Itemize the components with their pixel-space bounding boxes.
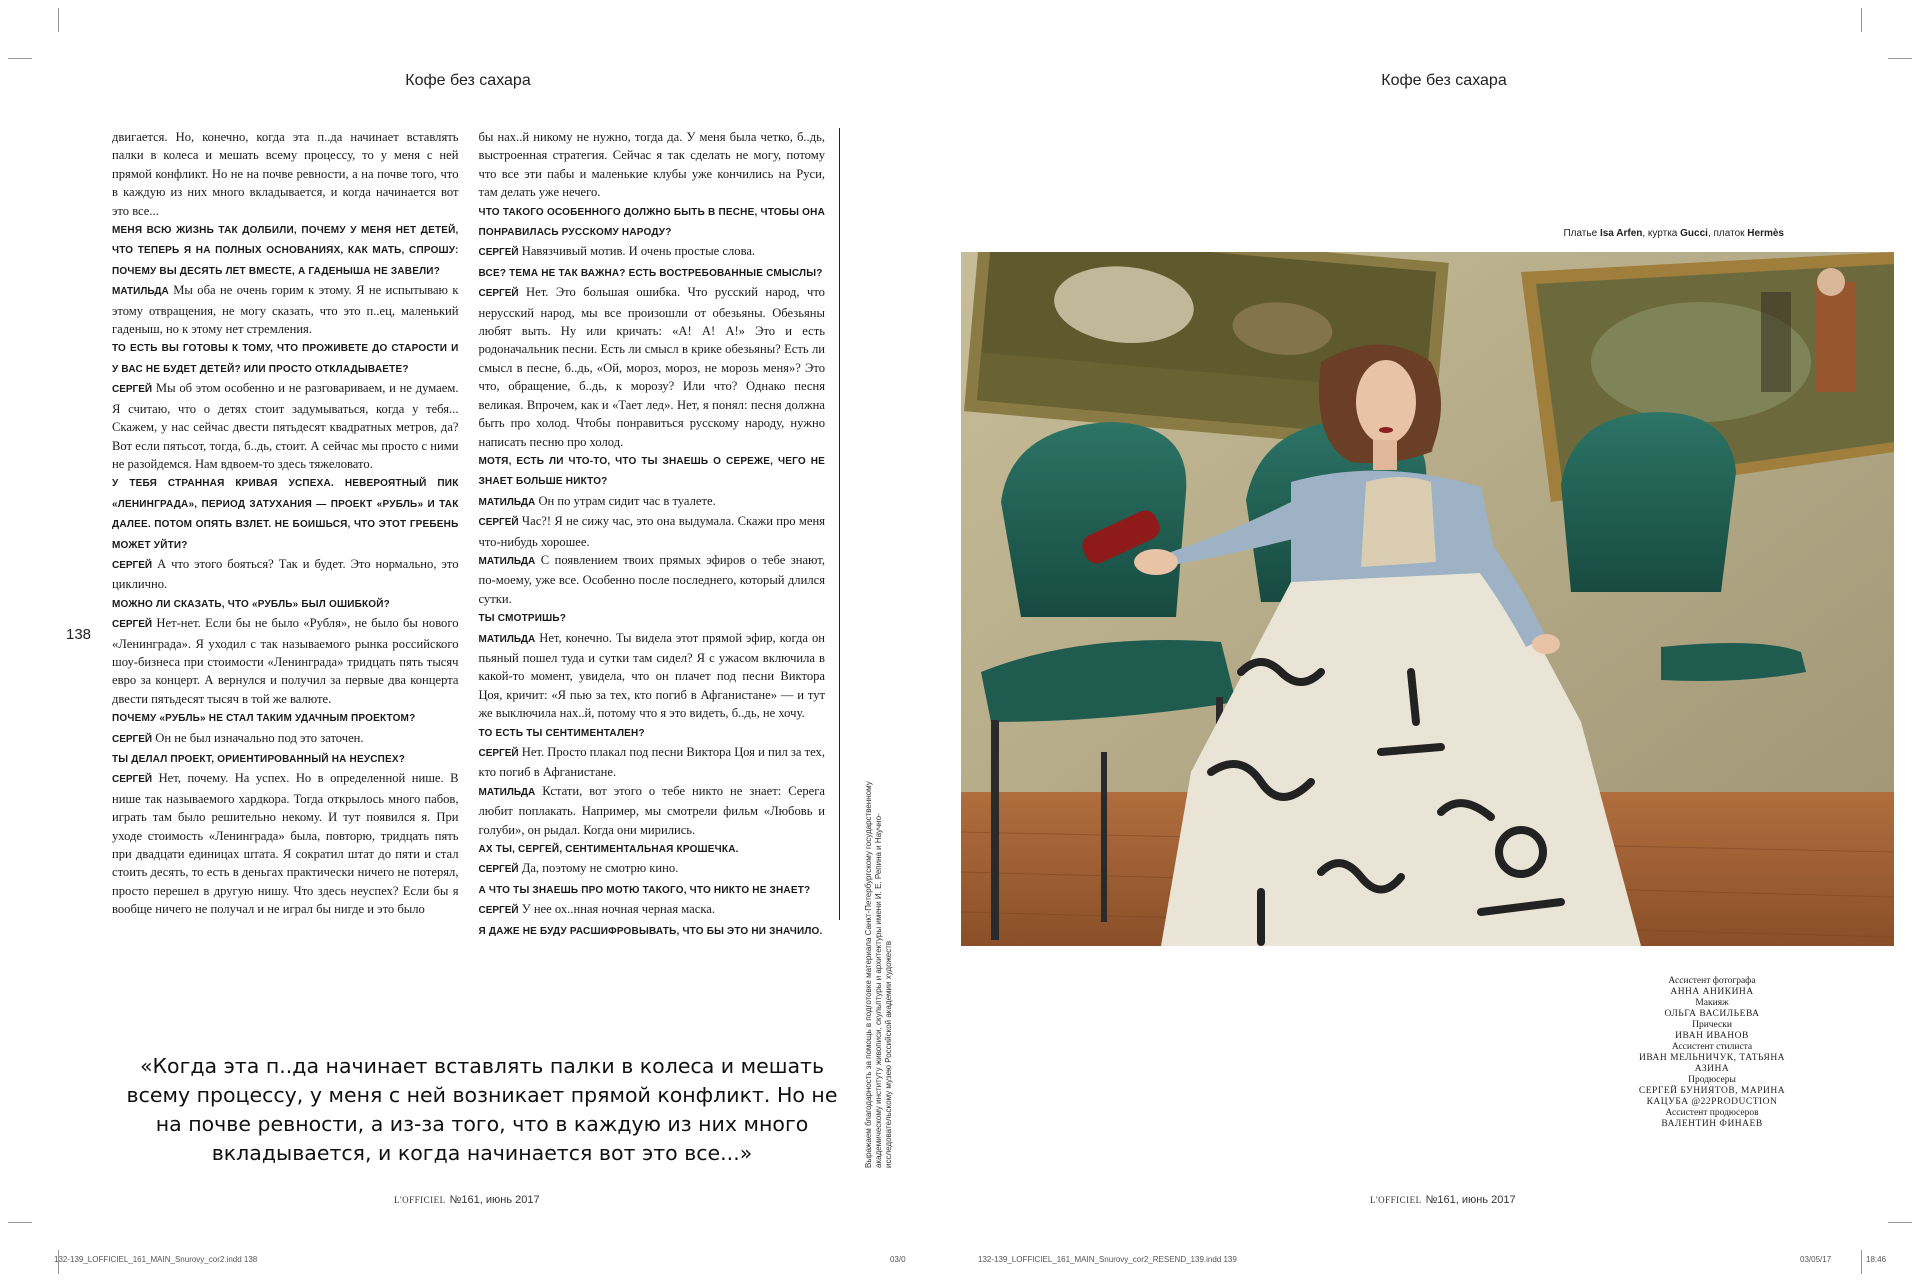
interview-answer bbox=[112, 379, 459, 473]
hand-right bbox=[1532, 634, 1560, 654]
interview-question bbox=[112, 220, 459, 281]
question-text: МЕНЯ ВСЮ ЖИЗНЬ ТАК ДОЛБИЛИ, ПОЧЕМУ У МЕНЯ НЕТ ДЕТЕЙ, ЧТО ТЕПЕРЬ Я НА ПОЛНЫХ ОСНОВАНИЯХ, КАК МАТЬ, СПРОШУ: ПОЧЕМУ ВЫ ДЕСЯТЬ ЛЕТ ВМЕСТЕ, А ГАДЕНЫША НЕ ЗАВЕЛИ? bbox=[112, 225, 459, 277]
credit-name: ИВАН МЕЛЬНИЧУК, ТАТЬЯНА АЗИНА bbox=[1638, 1053, 1786, 1074]
chair-armrest-right bbox=[1661, 643, 1806, 681]
slug-file: 132-139_LOFFICIEL_161_MAIN_Snurovy_cor2_RESEND_139.indd 139 bbox=[978, 1255, 1237, 1264]
pull-quote: «Когда эта п..да начинает вставлять палки в колеса и мешать всему процессу, у меня с ней возникает прямой конфликт. Но не на почве ревности, а из-за того, что в каждую из них много вкладывается, и когда начинается вот это все...» bbox=[126, 1054, 838, 1165]
answer-text: Мы об этом особенно и не разговариваем, и не думаем. Я считаю, что о детях стоит задумываться, когда у тебя... Скажем, у нас сейчас двести пятьдесят квадратных метров, да? Вот если пятьсот, тогда, б..дь, стоит. А сейчас мы просто с ними не разойдемся. Нам вдвоем-то здесь тяжеловато. bbox=[112, 381, 459, 471]
interview-answer bbox=[112, 729, 459, 749]
speaker-name: СЕРГЕЙ bbox=[112, 384, 153, 396]
crop-mark bbox=[8, 58, 32, 59]
interview-answer bbox=[112, 614, 459, 708]
interview-answer bbox=[479, 859, 826, 879]
answer-text: Нет. Это большая ошибка. Что русский народ, что нерусский народ, мы все произошли от обезьяны. Обезьяны любят выть. Ну или кричать: «А! А! А!» Это и есть родоначальник песни. Есть ли смысл в крике обезьяны? Есть ли смысл в песне, б..дь, «Ой, мороз, мороз, не морозь меня»? Это что, обращение, б..дь, к морозу? Или что? Однако песня великая. Впрочем, как и «Тает лед». Нет, я понял: песня должна быть про холод. Чтобы понравиться русскому народу, нужно написать песню про холод. bbox=[478, 285, 825, 449]
credit-name: ИВАН ИВАНОВ bbox=[1675, 1031, 1749, 1041]
interview-question bbox=[479, 839, 826, 859]
speaker-name: МАТИЛЬДА bbox=[478, 786, 536, 798]
speaker-name: СЕРГЕЙ bbox=[478, 864, 519, 876]
credit-role: Ассистент фотографа bbox=[1668, 976, 1756, 986]
crop-mark bbox=[1888, 58, 1912, 59]
question-text: ВСЕ? ТЕМА НЕ ТАК ВАЖНА? ЕСТЬ ВОСТРЕБОВАННЫЕ СМЫСЛЫ? bbox=[478, 267, 823, 279]
question-text: ЧТО ТАКОГО ОСОБЕННОГО ДОЛЖНО БЫТЬ В ПЕСНЕ, ЧТОБЫ ОНА ПОНРАВИЛАСЬ РУССКОМУ НАРОДУ? bbox=[478, 206, 825, 239]
bodice bbox=[1361, 477, 1436, 567]
folio-footer bbox=[394, 1194, 540, 1206]
credit-role: Макияж bbox=[1695, 998, 1729, 1008]
speaker-name: МАТИЛЬДА bbox=[112, 286, 169, 298]
page-number: 138 bbox=[66, 626, 92, 643]
chair-back-left bbox=[1001, 422, 1186, 617]
question-text: ТЫ СМОТРИШЬ? bbox=[478, 613, 567, 625]
caption-text: , платок bbox=[1707, 228, 1748, 239]
interview-answer bbox=[479, 283, 826, 451]
magazine-logo: L'OFFICIEL bbox=[394, 1195, 446, 1205]
caption-text: , куртка bbox=[1642, 228, 1681, 239]
folio-footer bbox=[1370, 1194, 1516, 1206]
speaker-name: СЕРГЕЙ bbox=[478, 288, 519, 300]
interview-question bbox=[479, 880, 826, 900]
speaker-name: СЕРГЕЙ bbox=[478, 905, 519, 917]
crop-mark bbox=[8, 1222, 32, 1223]
slug-date: 03/0 bbox=[890, 1255, 906, 1264]
answer-text: Да, поэтому не смотрю кино. bbox=[521, 861, 679, 876]
caption-brand: Gucci bbox=[1680, 228, 1708, 239]
slug-date: 03/05/17 bbox=[1800, 1255, 1832, 1264]
interview-answer bbox=[112, 281, 459, 338]
interview-answer bbox=[479, 242, 826, 262]
running-head: Кофе без сахара bbox=[405, 72, 531, 89]
interview-question bbox=[112, 594, 459, 614]
answer-text: С появлением твоих прямых эфиров о тебе знают, по-моему, уже все. Особенно после последнего, который длился сутки. bbox=[478, 552, 825, 606]
photo-credits bbox=[1628, 976, 1796, 1130]
interview-question bbox=[479, 451, 826, 492]
interview-answer bbox=[479, 782, 826, 839]
interview-question bbox=[479, 723, 826, 743]
credit-role: Продюсеры bbox=[1688, 1075, 1736, 1085]
photo-illustration bbox=[961, 252, 1894, 946]
crop-mark bbox=[1861, 8, 1862, 32]
interview-question bbox=[479, 608, 826, 628]
speaker-name: СЕРГЕЙ bbox=[478, 247, 519, 259]
interview-answer bbox=[479, 900, 826, 920]
credit-role: Ассистент стилиста bbox=[1671, 1042, 1753, 1052]
credit-name: СЕРГЕЙ БУНИЯТОВ, МАРИНА КАЦУБА @22PRODUCTION bbox=[1638, 1086, 1786, 1107]
interview-question bbox=[112, 749, 459, 769]
question-text: У ТЕБЯ СТРАННАЯ КРИВАЯ УСПЕХА. НЕВЕРОЯТНЫЙ ПИК «ЛЕНИНГРАДА», ПЕРИОД ЗАТУХАНИЯ — ПРОЕКТ «РУБЛЬ» И ТАК ДАЛЕЕ. ПОТОМ ОПЯТЬ ВЗЛЕТ. НЕ БОИШЬСЯ, ЧТО ЭТОТ ГРЕБЕНЬ МОЖЕТ УЙТИ? bbox=[112, 478, 459, 551]
answer-text: А что этого бояться? Так и будет. Это нормально, это циклично. bbox=[112, 556, 459, 592]
crop-mark bbox=[58, 8, 59, 32]
speaker-name: МАТИЛЬДА bbox=[478, 496, 536, 508]
interview-question bbox=[479, 202, 826, 243]
article-column-2 bbox=[478, 128, 826, 937]
speaker-name: СЕРГЕЙ bbox=[112, 774, 153, 786]
acknowledgement-credit: Выражаем благодарность за помощь в подготовке материала Санкт-Петербургскому государственному академическому институту живописи, скульптуры и архитектуры имени И. Е. Репина и Научно-исследовательскому музею Российской академии художеств bbox=[864, 781, 893, 1168]
slug-time: 18:46 bbox=[1866, 1255, 1887, 1264]
interview-answer bbox=[112, 769, 459, 918]
answer-text: Нет-нет. Если бы не было «Рубля», не было бы нового «Ленинграда». Я уходил с так называемого рынка российского шоу-бизнеса при стоимости «Ленинграда» тридцать пять тысяч евро за концерт. А вернулся и получил за первые два концерта двести пятьдесят тысяч в той же валюте. bbox=[112, 616, 459, 706]
credit-role: Ассистент продюсеров bbox=[1665, 1108, 1759, 1118]
answer-text: Нет, конечно. Ты видела этот прямой эфир, когда он пьяный пошел туда и сутки там сидел? Я с ужасом включила в какой-то момент, увидела, что он плачет под песни Виктора Цоя, кричит: «Я пью за тех, кто погиб в Афганистане» — и тут же выключила нах..й, потому что я это видеть, б..дь, не хочу. bbox=[478, 630, 825, 721]
answer-text: Мы оба не очень горим к этому. Я не испытываю к этому отвращения, не могу сказать, что это п..ец, маленький гаденыш, но к этому нет стремления. bbox=[112, 283, 459, 337]
running-head: Кофе без сахара bbox=[1381, 72, 1507, 89]
interview-question bbox=[112, 708, 459, 728]
hand-left bbox=[1134, 549, 1178, 575]
credit-role: Прически bbox=[1692, 1020, 1732, 1030]
answer-text: Он по утрам сидит час в туалете. bbox=[538, 493, 716, 508]
interview-question bbox=[479, 921, 826, 941]
answer-text: У нее ох..нная ночная черная маска. bbox=[521, 902, 716, 917]
interview-answer bbox=[112, 555, 459, 594]
photo-caption bbox=[1563, 228, 1784, 239]
article-column-1 bbox=[112, 128, 459, 920]
interview-question bbox=[479, 263, 826, 283]
interview-answer bbox=[479, 551, 826, 608]
caption-text: Платье bbox=[1563, 228, 1600, 239]
interview-question bbox=[112, 473, 459, 555]
speaker-name: СЕРГЕЙ bbox=[478, 517, 519, 529]
caption-brand: Isa Arfen bbox=[1599, 228, 1643, 239]
question-text: ПОЧЕМУ «РУБЛЬ» НЕ СТАЛ ТАКИМ УДАЧНЫМ ПРОЕКТОМ? bbox=[112, 713, 416, 725]
fashion-photo bbox=[961, 252, 1894, 946]
answer-text: Нет. Просто плакал под песни Виктора Цоя и пил за тех, кто погиб в Афганистане. bbox=[478, 745, 826, 780]
answer-text: Час?! Я не сижу час, это она выдумала. Скажи про меня что-нибудь хорошее. bbox=[478, 514, 825, 549]
answer-text: Он не был изначально под это заточен. bbox=[155, 730, 364, 745]
paragraph-text: бы нах..й никому не нужно, тогда да. У меня была четко, б..дь, выстроенная стратегия. Сейчас я так сделать не могу, потому что все эти пабы и маленькие клубы уже кончились на Руси, там делать уже нечего. bbox=[478, 130, 825, 200]
speaker-name: СЕРГЕЙ bbox=[112, 619, 153, 631]
interview-answer bbox=[479, 492, 826, 512]
speaker-name: МАТИЛЬДА bbox=[478, 633, 536, 645]
answer-text: Навязчивый мотив. И очень простые слова. bbox=[521, 244, 756, 259]
answer-text: Нет, почему. На успех. Но в определенной нише. В нише так называемого хардкора. Тогда открылось много пабов, играть там было решительно некому. И тут появился я. При уходе стоимость «Ленинграда» была, повторю, тридцать пять при двадцати единицах штата. Я сократил штат до пяти и стал стоить десять, то есть в деньгах практически ничего не потерял, просто перешел в другую нишу. Что здесь неуспех? Если бы я вообще ничего не получал и не играл бы нигде и это было bbox=[112, 771, 459, 917]
interview-question bbox=[112, 338, 459, 379]
question-text: А ЧТО ТЫ ЗНАЕШЬ ПРО МОТЮ ТАКОГО, ЧТО НИКТО НЕ ЗНАЕТ? bbox=[478, 884, 811, 896]
caption-brand: Hermès bbox=[1747, 228, 1784, 239]
interview-answer bbox=[479, 743, 826, 782]
question-text: АХ ТЫ, СЕРГЕЙ, СЕНТИМЕНТАЛЬНАЯ КРОШЕЧКА. bbox=[478, 844, 739, 856]
credit-name: ВАЛЕНТИН ФИНАЕВ bbox=[1661, 1119, 1763, 1129]
paragraph bbox=[112, 128, 459, 220]
answer-text: Кстати, вот этого о тебе никто не знает: Серега любит поплакать. Например, мы смотрели фильм «Любовь и голуби», он рыдал. Когда они мирились. bbox=[478, 783, 825, 837]
credit-name: ОЛЬГА ВАСИЛЬЕВА bbox=[1664, 1009, 1760, 1019]
interview-answer bbox=[479, 629, 826, 723]
question-text: МОЖНО ЛИ СКАЗАТЬ, ЧТО «РУБЛЬ» БЫЛ ОШИБКОЙ? bbox=[112, 598, 390, 610]
speaker-name: СЕРГЕЙ bbox=[478, 748, 519, 759]
question-text: ТЫ ДЕЛАЛ ПРОЕКТ, ОРИЕНТИРОВАННЫЙ НА НЕУСПЕХ? bbox=[112, 754, 406, 765]
issue-label: №161, июнь 2017 bbox=[449, 1194, 540, 1206]
question-text: Я ДАЖЕ НЕ БУДУ РАСШИФРОВЫВАТЬ, ЧТО БЫ ЭТО НИ ЗНАЧИЛО. bbox=[478, 925, 823, 937]
chair-back-right bbox=[1561, 412, 1736, 592]
speaker-name: СЕРГЕЙ bbox=[112, 559, 153, 571]
crop-mark bbox=[1861, 1250, 1862, 1274]
article-columns bbox=[112, 128, 840, 937]
slug-file: 132-139_LOFFICIEL_161_MAIN_Snurovy_cor2.indd 138 bbox=[54, 1255, 258, 1264]
speaker-name: МАТИЛЬДА bbox=[478, 555, 536, 567]
crop-mark bbox=[1888, 1222, 1912, 1223]
issue-label: №161, июнь 2017 bbox=[1425, 1194, 1516, 1206]
interview-answer bbox=[479, 512, 826, 551]
question-text: ТО ЕСТЬ ТЫ СЕНТИМЕНТАЛЕН? bbox=[478, 727, 645, 739]
speaker-name: СЕРГЕЙ bbox=[112, 733, 153, 745]
magazine-logo: L'OFFICIEL bbox=[1370, 1195, 1422, 1205]
question-text: МОТЯ, ЕСТЬ ЛИ ЧТО-ТО, ЧТО ТЫ ЗНАЕШЬ О СЕРЕЖЕ, ЧЕГО НЕ ЗНАЕТ БОЛЬШЕ НИКТО? bbox=[478, 455, 825, 488]
paragraph bbox=[479, 128, 826, 202]
question-text: ТО ЕСТЬ ВЫ ГОТОВЫ К ТОМУ, ЧТО ПРОЖИВЕТЕ ДО СТАРОСТИ И У ВАС НЕ БУДЕТ ДЕТЕЙ? ИЛИ ПРОСТО ОТКЛАДЫВАЕТЕ? bbox=[112, 343, 459, 375]
paragraph-text: двигается. Но, конечно, когда эта п..да начинает вставлять палки в колеса и мешать всему процессу, то у меня с ней прямой конфликт. Но не на почве ревности, а на почве того, что в каждую из них много вкладывается, и когда начинается вот это все... bbox=[112, 130, 459, 218]
credit-name: АННА АНИКИНА bbox=[1670, 987, 1754, 997]
